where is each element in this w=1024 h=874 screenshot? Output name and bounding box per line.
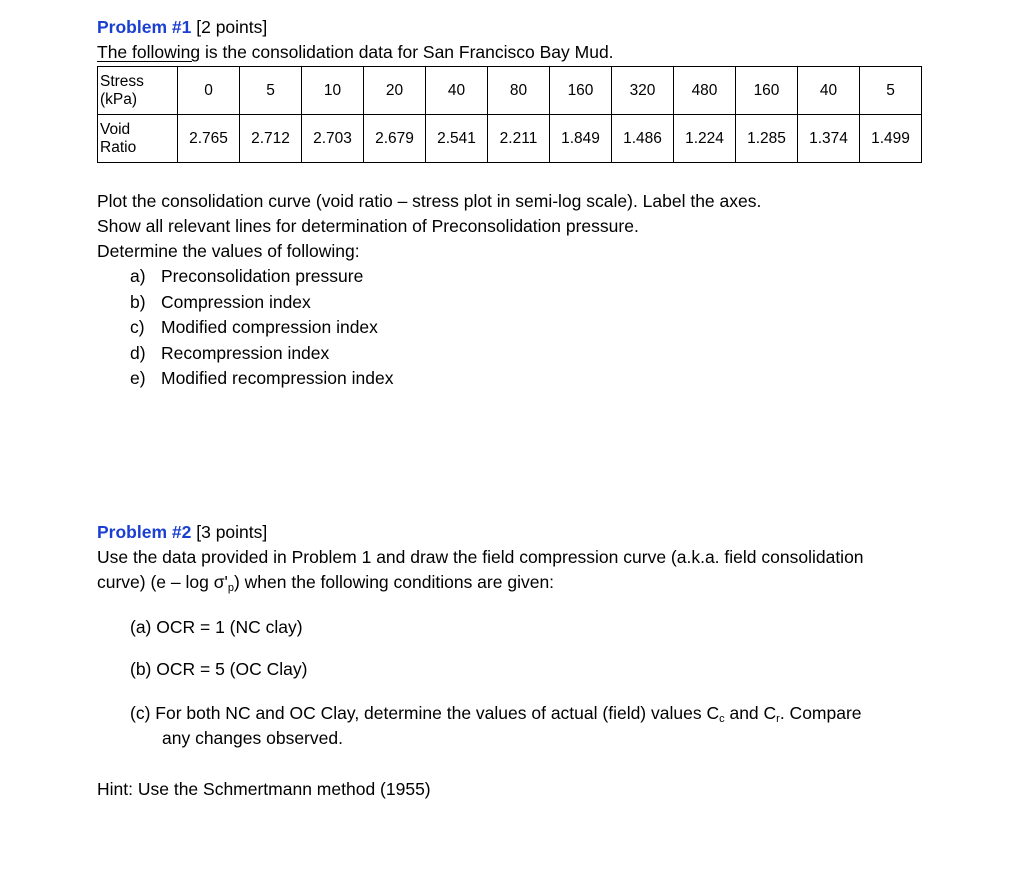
problem2-title: Problem #2	[97, 522, 192, 542]
stress-cell: 160	[550, 67, 612, 115]
consolidation-data-table	[97, 66, 922, 163]
void-ratio-cell: 1.486	[612, 115, 674, 163]
problem2-intro-line1: Use the data provided in Problem 1 and draw the field compression curve (a.k.a. field consolidation	[97, 547, 864, 567]
problem1-heading	[97, 17, 267, 38]
list-marker: b)	[130, 291, 146, 312]
ratio-label: Ratio	[100, 138, 137, 156]
stress-cell: 160	[736, 67, 798, 115]
intro-line2-sub: p	[227, 582, 234, 594]
hint-text: Hint: Use the Schmertmann method (1955)	[97, 779, 431, 799]
intro-line2-pre: curve) (e – log σ'	[97, 572, 228, 592]
list-text: Modified recompression index	[161, 368, 394, 388]
list-marker: d)	[130, 342, 146, 363]
intro-line2-post: ) when the following conditions are given:	[233, 572, 555, 592]
stress-cell: 0	[178, 67, 240, 115]
problem2-heading	[97, 522, 267, 543]
stress-unit: (kPa)	[100, 90, 138, 108]
list-item	[130, 317, 393, 343]
problem1-list	[130, 266, 393, 394]
list-text: Recompression index	[161, 342, 330, 363]
void-ratio-cell: 1.285	[736, 115, 798, 163]
list-marker: e)	[130, 368, 146, 388]
item-c-pre: (c) For both NC and OC Clay, determine the values of actual (field) values C	[130, 703, 720, 723]
list-marker: c)	[130, 317, 145, 337]
list-item	[130, 343, 393, 369]
void-ratio-row-header	[98, 115, 178, 163]
stress-cell: 40	[426, 67, 488, 115]
void-ratio-cell: 2.712	[240, 115, 302, 163]
instruction-lines: Show all relevant lines for determination of Preconsolidation pressure.	[97, 216, 639, 236]
stress-cell: 40	[798, 67, 860, 115]
list-marker: a)	[130, 266, 146, 286]
problem1-points: [2 points]	[196, 17, 268, 37]
item-c-sub-c: c	[719, 713, 725, 725]
stress-cell: 5	[240, 67, 302, 115]
stress-label: Stress	[100, 72, 144, 90]
item-c-post: . Compare	[779, 703, 862, 723]
void-ratio-cell: 1.849	[550, 115, 612, 163]
void-ratio-row	[98, 115, 922, 163]
intro-underlined-part: The following	[97, 42, 201, 62]
stress-cell: 480	[674, 67, 736, 115]
problem1-title: Problem #1	[97, 17, 192, 37]
problem2-item-c-line2: any changes observed.	[162, 728, 343, 748]
void-ratio-cell: 1.224	[674, 115, 736, 163]
void-ratio-cell: 2.765	[178, 115, 240, 163]
stress-row	[98, 67, 922, 115]
void-label: Void	[100, 120, 131, 138]
instruction-determine: Determine the values of following:	[97, 241, 360, 261]
list-item	[130, 266, 393, 292]
list-item	[130, 368, 393, 394]
void-ratio-cell: 2.541	[426, 115, 488, 163]
item-c-sub-r: r	[776, 713, 780, 725]
stress-cell: 20	[364, 67, 426, 115]
problem2-item-b: (b) OCR = 5 (OC Clay)	[130, 659, 308, 679]
list-text: Modified compression index	[161, 317, 378, 337]
list-text: Preconsolidation pressure	[161, 266, 364, 286]
void-ratio-cell: 2.211	[488, 115, 550, 163]
void-ratio-cell: 2.679	[364, 115, 426, 163]
stress-cell: 5	[860, 67, 922, 115]
stress-row-header	[98, 67, 178, 115]
problem1-intro	[97, 42, 614, 63]
instruction-plot: Plot the consolidation curve (void ratio – stress plot in semi-log scale). Label the axes.	[97, 191, 762, 211]
stress-cell: 10	[302, 67, 364, 115]
void-ratio-cell: 1.374	[798, 115, 860, 163]
list-item	[130, 292, 393, 318]
problem2-intro-line2	[97, 572, 554, 593]
intro-rest: is the consolidation data for San Francisco Bay Mud.	[200, 42, 614, 62]
problem2-points: [3 points]	[196, 522, 268, 542]
problem2-item-a: (a) OCR = 1 (NC clay)	[130, 617, 303, 637]
problem2-item-c	[130, 703, 862, 724]
stress-cell: 320	[612, 67, 674, 115]
stress-cell: 80	[488, 67, 550, 115]
void-ratio-cell: 1.499	[860, 115, 922, 163]
list-text: Compression index	[161, 291, 311, 312]
item-c-mid: and C	[724, 703, 777, 723]
void-ratio-cell: 2.703	[302, 115, 364, 163]
